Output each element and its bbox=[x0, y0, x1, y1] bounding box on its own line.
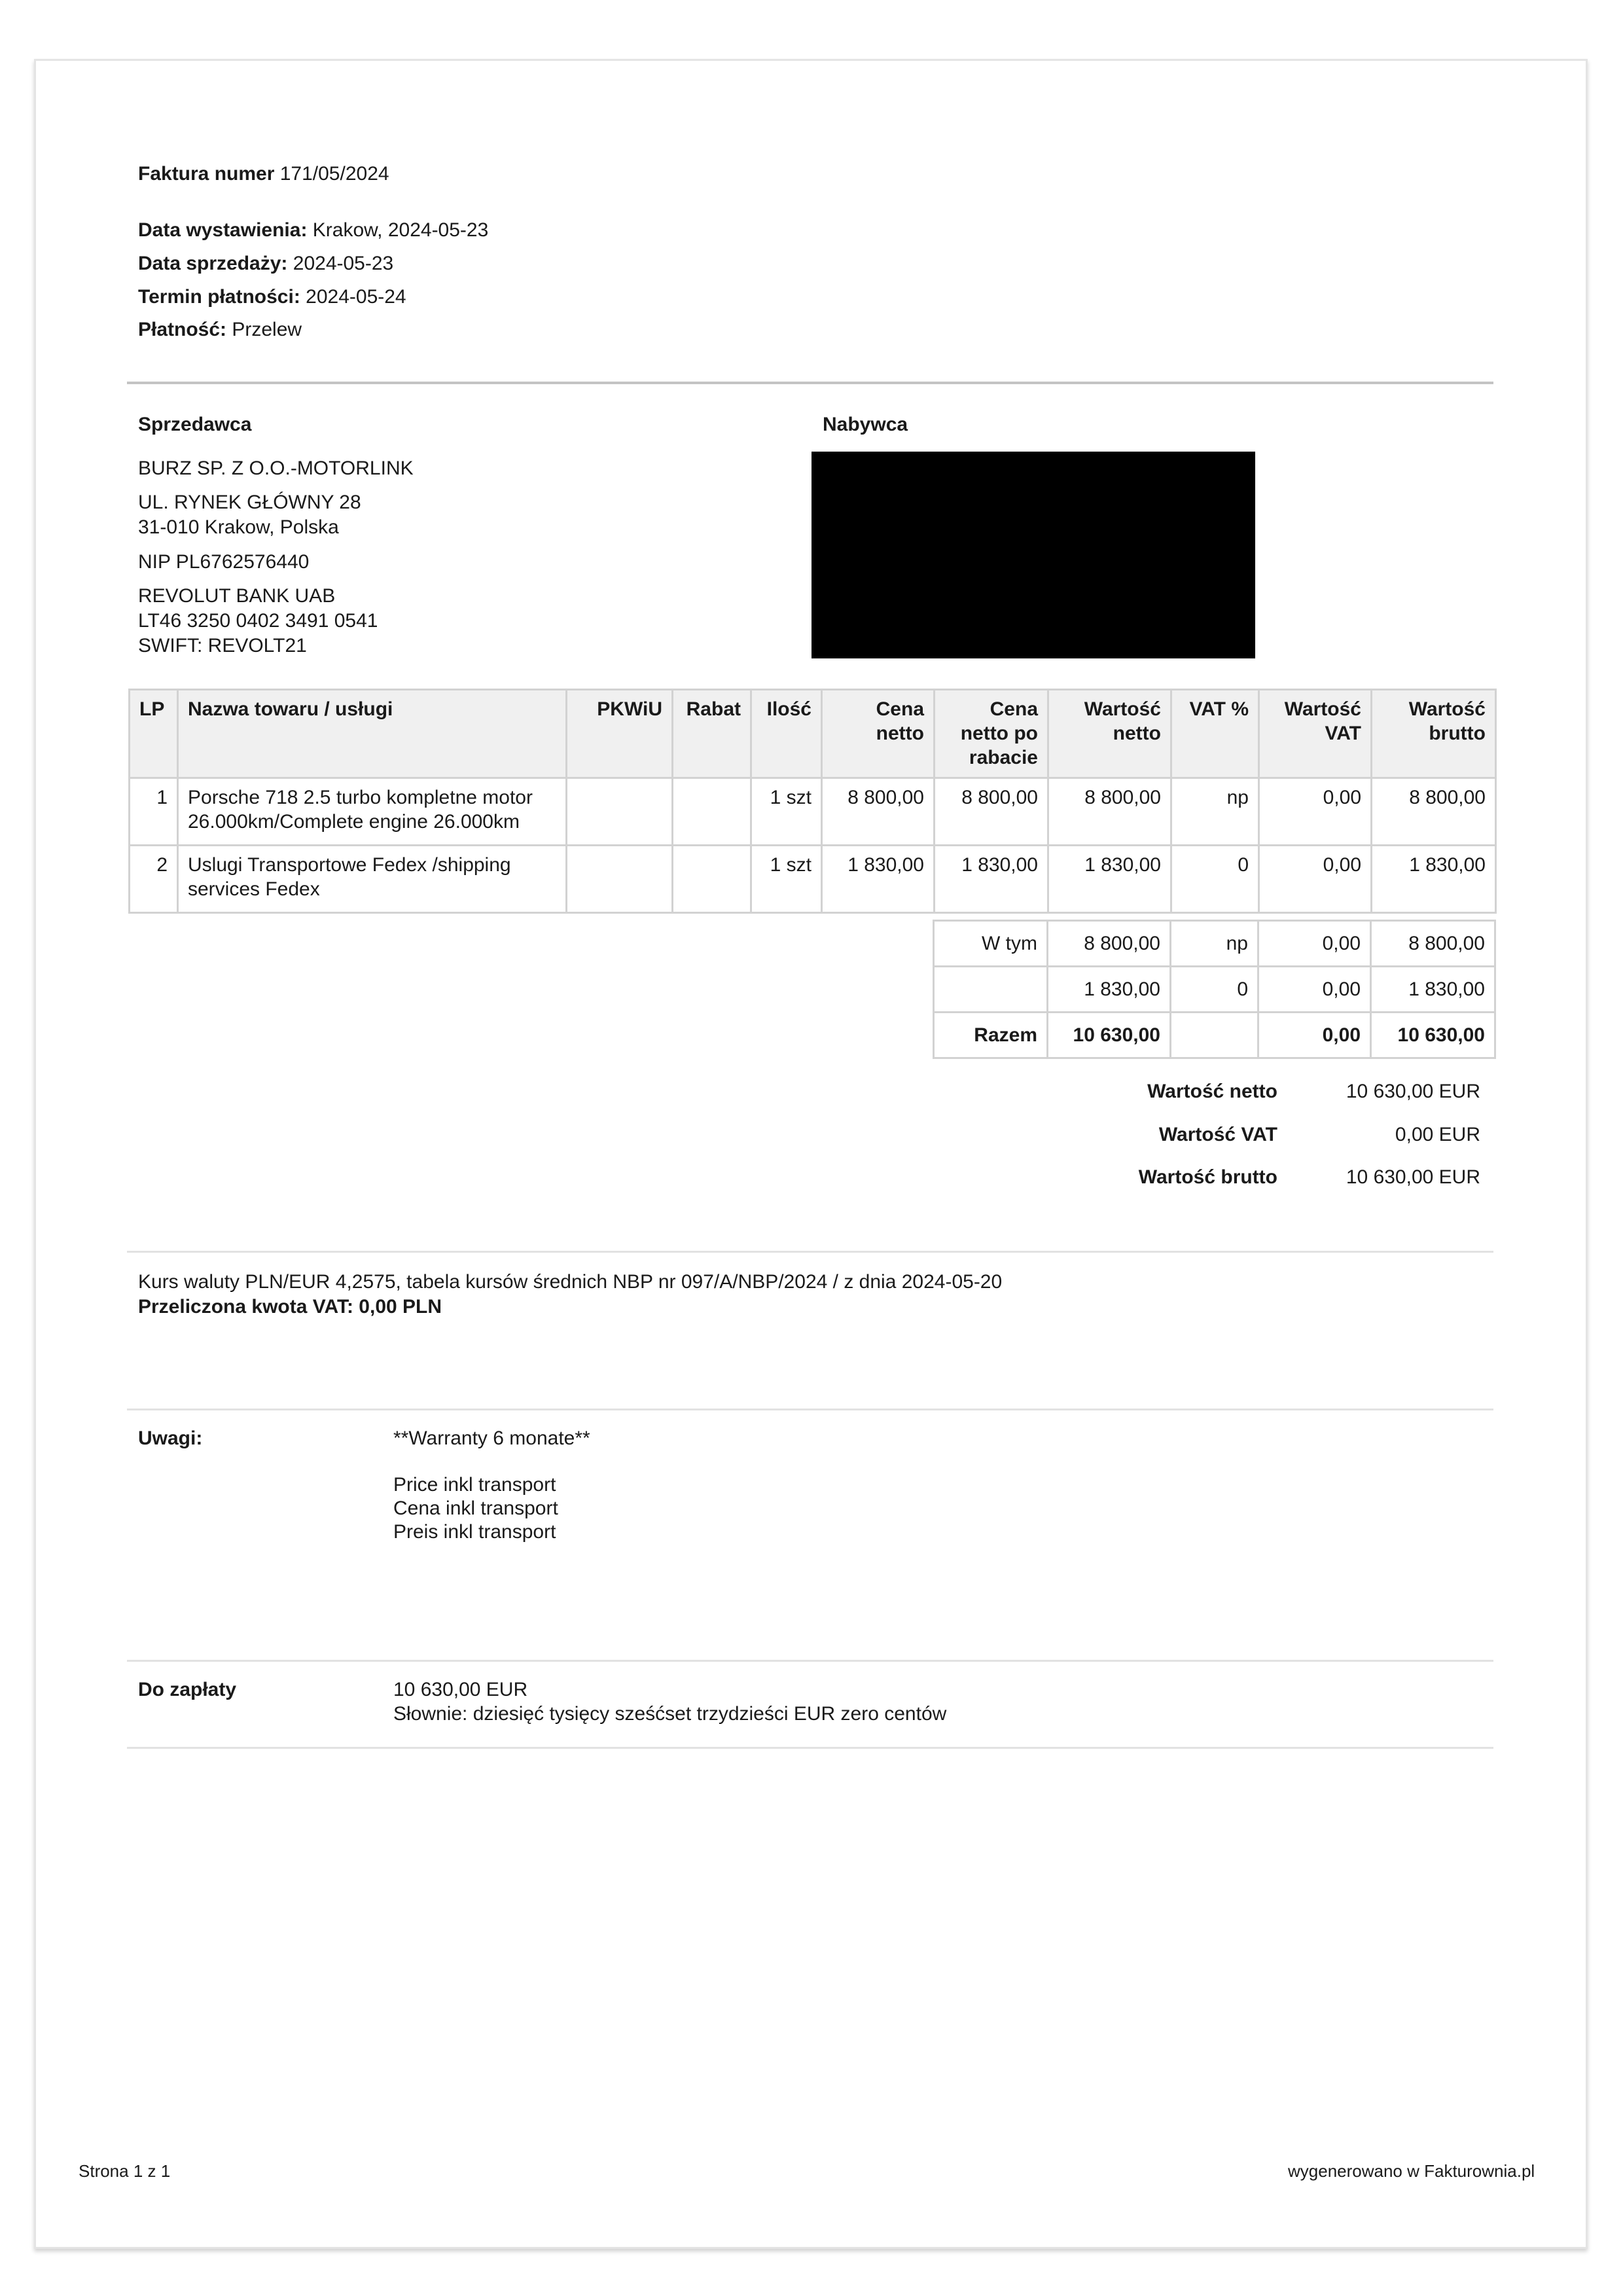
col-wartosc-vat-label-2: VAT bbox=[1325, 723, 1361, 744]
seller-swift: SWIFT: REVOLT21 bbox=[138, 635, 307, 656]
total-netto-label: Wartość netto bbox=[1147, 1081, 1277, 1102]
col-vat-pct bbox=[1171, 690, 1259, 778]
seller-nip: NIP PL6762576440 bbox=[138, 551, 310, 573]
seller-name: BURZ SP. Z O.O.-MOTORLINK bbox=[138, 457, 414, 479]
summary-razem-label: Razem bbox=[934, 1013, 1048, 1058]
notes-line-1: Price inkl transport bbox=[393, 1474, 556, 1496]
payment-method-label: Płatność: bbox=[138, 319, 227, 340]
cell-wartosc-vat: 0,00 bbox=[1259, 778, 1372, 846]
cell-cena-po-rabacie: 1 830,00 bbox=[935, 846, 1048, 913]
col-wartosc-brutto-label-2: brutto bbox=[1429, 723, 1486, 744]
total-brutto-label: Wartość brutto bbox=[1138, 1166, 1277, 1188]
summary-vat: 0,00 bbox=[1258, 967, 1371, 1013]
col-cena-po-rabacie bbox=[935, 690, 1048, 778]
col-cena-netto-label-1: Cena bbox=[876, 698, 924, 720]
summary-total-vat: 0,00 bbox=[1258, 1013, 1371, 1058]
col-rabat bbox=[673, 690, 751, 778]
invoice-number-value: 171/05/2024 bbox=[279, 163, 389, 185]
table-row bbox=[130, 778, 1496, 846]
due-date bbox=[138, 285, 406, 310]
col-cena-po-label-2: netto po bbox=[960, 723, 1038, 744]
summary-brutto: 8 800,00 bbox=[1371, 921, 1495, 967]
payment-due-label: Do zapłaty bbox=[138, 1679, 237, 1700]
cell-cena-netto: 8 800,00 bbox=[822, 778, 935, 846]
cell-pkwiu bbox=[567, 846, 673, 913]
col-cena-netto bbox=[822, 690, 935, 778]
notes-line-2: Cena inkl transport bbox=[393, 1498, 558, 1519]
invoice-page bbox=[34, 59, 1588, 2249]
seller-heading: Sprzedawca bbox=[138, 414, 252, 435]
exchange-rate-line: Kurs waluty PLN/EUR 4,2575, tabela kursów średnich NBP nr 097/A/NBP/2024 / z dnia 2024-05-20 bbox=[138, 1271, 1003, 1293]
cell-name-line-1: Uslugi Transportowe Fedex /shipping bbox=[188, 854, 511, 876]
col-wartosc-brutto-label-1: Wartość bbox=[1408, 698, 1486, 720]
summary-brutto: 1 830,00 bbox=[1371, 967, 1495, 1013]
cell-vat-pct: 0 bbox=[1171, 846, 1259, 913]
vat-summary-table bbox=[933, 920, 1496, 1059]
footer-page-info: Strona 1 z 1 bbox=[79, 2161, 171, 2181]
col-ilosc bbox=[751, 690, 822, 778]
cell-name-line-2: services Fedex bbox=[188, 878, 320, 900]
total-brutto-value: 10 630,00 EUR bbox=[1346, 1166, 1480, 1188]
summary-total-row bbox=[934, 1013, 1495, 1058]
header-divider bbox=[127, 382, 1493, 384]
cell-name bbox=[178, 778, 567, 846]
exchange-divider bbox=[127, 1408, 1493, 1410]
total-vat-label: Wartość VAT bbox=[1158, 1124, 1277, 1145]
cell-wartosc-vat: 0,00 bbox=[1259, 846, 1372, 913]
summary-total-brutto: 10 630,00 bbox=[1371, 1013, 1495, 1058]
notes-divider bbox=[127, 1660, 1493, 1662]
sale-date bbox=[138, 251, 393, 276]
col-rabat-label: Rabat bbox=[686, 698, 741, 720]
summary-vat-pct: 0 bbox=[1171, 967, 1258, 1013]
col-lp-label: LP bbox=[139, 698, 165, 720]
sale-date-label: Data sprzedaży: bbox=[138, 253, 288, 274]
cell-name-line-1: Porsche 718 2.5 turbo kompletne motor bbox=[188, 787, 533, 808]
payment-due-amount: 10 630,00 EUR bbox=[393, 1679, 528, 1700]
summary-empty-cell bbox=[934, 967, 1048, 1013]
items-header-row bbox=[130, 690, 1496, 778]
seller-city: 31-010 Krakow, Polska bbox=[138, 516, 339, 538]
cell-rabat bbox=[673, 846, 751, 913]
total-vat-value: 0,00 EUR bbox=[1395, 1124, 1480, 1145]
payment-method bbox=[138, 317, 302, 342]
payment-divider bbox=[127, 1747, 1493, 1749]
due-date-label: Termin płatności: bbox=[138, 286, 300, 308]
col-vat-pct-label: VAT % bbox=[1189, 698, 1249, 720]
col-cena-netto-label-2: netto bbox=[876, 723, 924, 744]
sale-date-value: 2024-05-23 bbox=[293, 253, 394, 274]
seller-account: LT46 3250 0402 3491 0541 bbox=[138, 610, 378, 632]
col-wartosc-vat-label-1: Wartość bbox=[1284, 698, 1361, 720]
table-row bbox=[130, 846, 1496, 913]
buyer-redacted-block bbox=[812, 452, 1255, 658]
summary-vat: 0,00 bbox=[1258, 921, 1371, 967]
col-cena-po-label-1: Cena bbox=[990, 698, 1038, 720]
issue-date bbox=[138, 218, 488, 243]
cell-lp: 2 bbox=[130, 846, 178, 913]
summary-netto: 1 830,00 bbox=[1048, 967, 1171, 1013]
col-ilosc-label: Ilość bbox=[766, 698, 812, 720]
cell-vat-pct: np bbox=[1171, 778, 1259, 846]
cell-pkwiu bbox=[567, 778, 673, 846]
totals-divider bbox=[127, 1251, 1493, 1253]
items-table bbox=[128, 689, 1497, 914]
notes-label: Uwagi: bbox=[138, 1427, 203, 1449]
cell-wartosc-netto: 8 800,00 bbox=[1048, 778, 1171, 846]
seller-street: UL. RYNEK GŁÓWNY 28 bbox=[138, 492, 361, 513]
col-name-label: Nazwa towaru / usługi bbox=[188, 698, 393, 720]
col-wartosc-netto bbox=[1048, 690, 1171, 778]
summary-total-netto: 10 630,00 bbox=[1048, 1013, 1171, 1058]
total-netto-value: 10 630,00 EUR bbox=[1346, 1081, 1480, 1102]
cell-rabat bbox=[673, 778, 751, 846]
cell-cena-po-rabacie: 8 800,00 bbox=[935, 778, 1048, 846]
cell-name-line-2: 26.000km/Complete engine 26.000km bbox=[188, 811, 520, 833]
col-wartosc-netto-label-2: netto bbox=[1113, 723, 1161, 744]
cell-name bbox=[178, 846, 567, 913]
invoice-number-label: Faktura numer bbox=[138, 163, 275, 185]
col-wartosc-vat bbox=[1259, 690, 1372, 778]
col-pkwiu bbox=[567, 690, 673, 778]
invoice-number bbox=[138, 162, 389, 187]
col-cena-po-label-3: rabacie bbox=[969, 747, 1038, 768]
cell-ilosc: 1 szt bbox=[751, 846, 822, 913]
cell-lp: 1 bbox=[130, 778, 178, 846]
converted-vat-line: Przeliczona kwota VAT: 0,00 PLN bbox=[138, 1296, 442, 1318]
summary-row bbox=[934, 967, 1495, 1013]
payment-due-words: Słownie: dziesięć tysięcy sześćset trzydzieści EUR zero centów bbox=[393, 1703, 947, 1725]
summary-row bbox=[934, 921, 1495, 967]
issue-date-value: Krakow, 2024-05-23 bbox=[312, 219, 489, 241]
buyer-heading: Nabywca bbox=[823, 414, 908, 435]
cell-wartosc-netto: 1 830,00 bbox=[1048, 846, 1171, 913]
cell-ilosc: 1 szt bbox=[751, 778, 822, 846]
seller-bank: REVOLUT BANK UAB bbox=[138, 585, 336, 607]
issue-date-label: Data wystawienia: bbox=[138, 219, 308, 241]
summary-w-tym-label: W tym bbox=[934, 921, 1048, 967]
cell-wartosc-brutto: 8 800,00 bbox=[1372, 778, 1496, 846]
footer-generator: wygenerowano w Fakturownia.pl bbox=[1288, 2161, 1535, 2181]
summary-total-vat-pct bbox=[1171, 1013, 1258, 1058]
cell-cena-netto: 1 830,00 bbox=[822, 846, 935, 913]
col-wartosc-netto-label-1: Wartość bbox=[1084, 698, 1161, 720]
payment-method-value: Przelew bbox=[232, 319, 302, 340]
cell-wartosc-brutto: 1 830,00 bbox=[1372, 846, 1496, 913]
due-date-value: 2024-05-24 bbox=[306, 286, 406, 308]
summary-vat-pct: np bbox=[1171, 921, 1258, 967]
col-pkwiu-label: PKWiU bbox=[597, 698, 662, 720]
notes-warranty: **Warranty 6 monate** bbox=[393, 1427, 590, 1449]
notes-line-3: Preis inkl transport bbox=[393, 1521, 556, 1543]
col-name bbox=[178, 690, 567, 778]
summary-netto: 8 800,00 bbox=[1048, 921, 1171, 967]
col-wartosc-brutto bbox=[1372, 690, 1496, 778]
col-lp bbox=[130, 690, 178, 778]
